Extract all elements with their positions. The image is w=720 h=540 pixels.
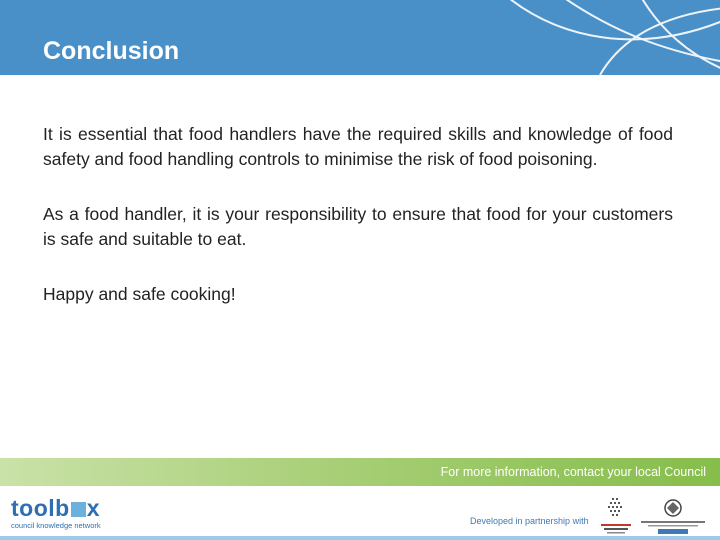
partnership-text: Developed in partnership with	[470, 516, 589, 526]
cube-icon	[71, 502, 86, 517]
logo-tagline: council knowledge network	[11, 521, 101, 530]
council-logo-icon	[598, 496, 634, 536]
page-title: Conclusion	[43, 37, 180, 65]
info-banner	[0, 458, 720, 486]
logo-word-end: x	[86, 495, 100, 521]
footer-divider	[0, 536, 720, 540]
government-crest-icon	[636, 496, 711, 536]
body-paragraph: Happy and safe cooking!	[43, 284, 236, 304]
slide-header	[0, 0, 720, 75]
body-paragraph: As a food handler, it is your responsibility to ensure that food for your customers is safe and suitable to eat.	[43, 204, 673, 249]
body-paragraph: It is essential that food handlers have the required skills and knowledge of food safety and food handling controls to minimise the risk of food poisoning.	[43, 124, 673, 169]
logo-word: toolb	[11, 495, 70, 521]
slide-body	[43, 122, 673, 338]
info-banner-text: For more information, contact your local Council	[440, 465, 706, 479]
slide-footer	[0, 486, 720, 540]
toolbox-logo	[11, 497, 101, 530]
